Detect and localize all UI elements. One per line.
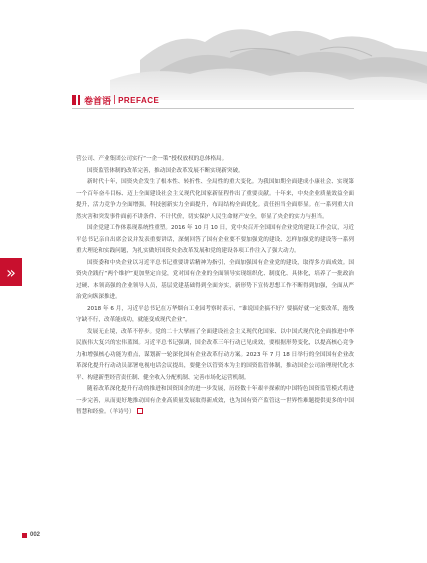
paragraph-last [76,384,354,419]
footer-square-icon [22,533,27,538]
paragraph: 新时代十年，国资央企发生了根本性、转折性、全局性的重大变化。为我国如期全面建成小康社会、实现第一个百年奋斗目标、迈上全面建设社会主义现代化国家新征程作出了重要贡献。十年来，中央企业质量效益全面提升，活力竞争力全面增强，科技创新实力全面提升，布局结构全面优化。责任担当全面彰显。在一系列重大自然灾害和突发事件面前不讲条件、不计代价，切实保护人民生命财产安全，彰显了央企的实力与担当。 [76,179,354,220]
side-tab-chevron-icon[interactable]: » [0,258,22,286]
paragraph: 国企党建工作体系现系统性重塑。2016 年 10 月 10 日，党中央召开全国国有企业党的建设工作会议，习近平总书记亲自出席会议并发表重要讲话，深刻回答了国有企业要不要加强党的建设、怎样加强党的建设等一系列重大理论和实践问题，为扎实做好国资央企改革发展和党的建设各项工作注入了强大动力。 [76,225,354,254]
page-number: 002 [30,532,41,538]
header-title-cn: 卷首语 [84,96,112,107]
header-accent-bar [72,95,76,105]
page-footer [22,532,40,538]
end-mark-icon [137,408,143,414]
paragraph: 2018 年 6 月，习近平总书记在万华烟台工业园考察时表示，“谁说国企搞不好？要搞好就一定要改革，抱残守缺不行，改革能成功，就能变成现代企业”。 [76,305,354,323]
ink-mountain-banner [0,0,427,110]
paragraph: 营公司、产业集团公司实行“一企一策”授权放权的总体格局。 [76,156,228,162]
article-body [76,154,354,419]
header-title-en: PREFACE [118,95,160,105]
header-rule [72,108,354,109]
paragraph-last-text: 随着改革深化提升行动的推进和国资国企的进一步发展，历经数十年艰辛探索的中国特色国资监管模式将进一步完善，从而更好地推动国有企业高质量发展取得新成效，也为国有资产监管这一世界性难题提供更多的中国智慧和经验。（羊诗号） [76,386,354,415]
header-accent-bar-thin [78,95,80,105]
section-header [72,94,159,106]
paragraph: 国资监管体制的改革完善，推动国企改革发展不断实现新突破。 [87,167,244,174]
header-divider: | [113,95,117,105]
paragraph: 国资委和中央企业以习近平总书记重要讲话精神为指引，全面加强国有企业党的建设，取得多方面成效。国资央企践行“两个维护”更加坚定自觉，党对国有企业的全面领导实现组织化、制度化、具体化，培养了一批政治过硬、本领高强的企业领导人员，基层党建基础得到全面夯实，新形势下宣传思想工作不断得到加强，全面从严治党向纵深推进。 [76,259,354,300]
paragraph: 发展无止境，改革不停步。党的二十大擘画了全面建设社会主义现代化国家、以中国式现代化全面推进中华民族伟大复兴的宏伟蓝图。习近平总书记强调，国企改革三年行动已见成效，要根据形势变化，以提高核心竞争力和增强核心功能为重点，谋划新一轮深化国有企业改革行动方案。2023 年 7 月 18 日举行的全国国有企业改革深化提升行动动员部署电视电话会议提出，要健全以管资本为主的国资监管体制，推动国企公司治理现代化水平、构建新型经营责任制、健全收入分配机制、完善市场化运营机制。 [76,328,354,381]
